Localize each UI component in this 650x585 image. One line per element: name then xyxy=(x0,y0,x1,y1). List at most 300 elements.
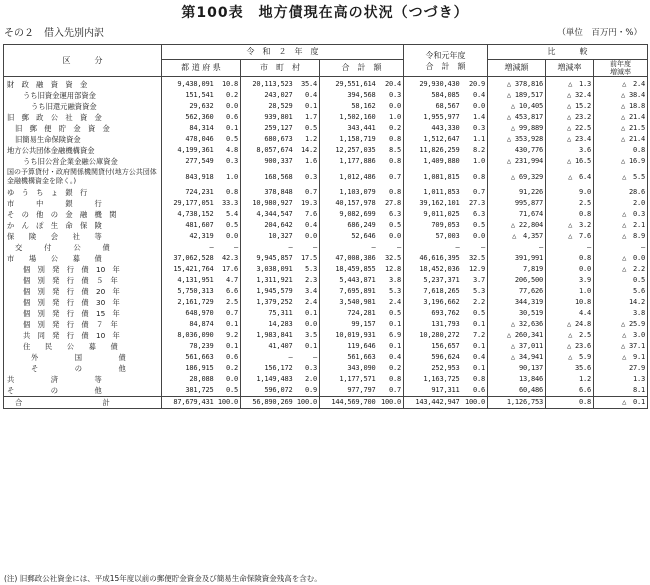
cell-total: 561,663 xyxy=(320,352,378,363)
row-label: 保 険 会 社 等 xyxy=(4,231,162,242)
cell-change-rate: △ 24.8 xyxy=(546,319,594,330)
cell-reiwa1: 1,512,647 xyxy=(404,134,462,145)
cell-reiwa1: 39,162,101 xyxy=(404,198,462,209)
cell-total: – xyxy=(320,242,378,253)
table-row xyxy=(4,385,648,397)
table-row xyxy=(4,187,648,198)
cell-prefecture: – xyxy=(162,242,216,253)
cell-municipality-pct: 0.1 xyxy=(304,102,317,110)
cell-change-rate: 4.4 xyxy=(546,308,594,319)
cell-change-amount: 30,519 xyxy=(488,308,546,319)
table-row xyxy=(4,363,648,374)
cell-total-pct: 2.4 xyxy=(388,298,402,306)
table-row xyxy=(4,341,648,352)
cell-municipality-pct: 0.4 xyxy=(304,91,317,99)
row-label: 市 中 銀 行 xyxy=(4,198,162,209)
page-title: 第100表 地方債現在高の状況（つづき） xyxy=(181,5,469,21)
cell-municipality-pct: – xyxy=(312,353,317,361)
cell-reiwa1-pct: 0.4 xyxy=(472,353,486,361)
cell-change-amount: 13,846 xyxy=(488,374,546,385)
row-label: 合 計 xyxy=(4,397,162,409)
header-prev-rate-line2: 増減率 xyxy=(610,68,632,76)
cell-total: 47,008,386 xyxy=(320,253,378,264)
cell-change-amount: △ 34,941 xyxy=(488,352,546,363)
cell-reiwa1: 1,955,977 xyxy=(404,112,462,123)
cell-municipality: 10,980,927 xyxy=(241,198,295,209)
cell-prefecture: 37,062,528 xyxy=(162,253,216,264)
cell-reiwa1-pct: 1.4 xyxy=(472,113,486,121)
cell-reiwa1: 131,793 xyxy=(404,319,462,330)
cell-change-rate: △ 16.5 xyxy=(546,156,594,167)
table-body xyxy=(4,77,648,409)
cell-prefecture: 28,088 xyxy=(162,374,216,385)
cell-change-amount: 995,877 xyxy=(488,198,546,209)
cell-reiwa1: 693,762 xyxy=(404,308,462,319)
cell-change-rate: 3.9 xyxy=(546,275,594,286)
cell-municipality: 75,311 xyxy=(241,308,295,319)
cell-change-rate: 10.8 xyxy=(546,297,594,308)
header-reiwa1-line2: 合 計 額 xyxy=(425,61,466,71)
cell-total: 12,257,035 xyxy=(320,145,378,156)
cell-change-amount: △ 4,357 xyxy=(488,231,546,242)
cell-prefecture-pct: 0.3 xyxy=(225,157,238,165)
cell-municipality: 41,407 xyxy=(241,341,295,352)
cell-total: 977,797 xyxy=(320,385,378,397)
cell-change-rate: △ 5.9 xyxy=(546,352,594,363)
cell-prefecture: 29,632 xyxy=(162,101,216,112)
cell-total: 1,012,486 xyxy=(320,167,378,187)
table-row xyxy=(4,374,648,385)
table-row xyxy=(4,319,648,330)
cell-prefecture-pct: 0.5 xyxy=(225,221,238,229)
table-row xyxy=(4,145,648,156)
header-prev-rate xyxy=(594,60,648,77)
cell-prefecture-pct: 0.0 xyxy=(225,375,238,383)
table-row xyxy=(4,101,648,112)
cell-municipality: 259,127 xyxy=(241,123,295,134)
cell-total-pct: 6.3 xyxy=(388,210,402,218)
cell-reiwa1: 252,953 xyxy=(404,363,462,374)
cell-prefecture-pct: 0.6 xyxy=(225,353,238,361)
cell-prefecture: 562,360 xyxy=(162,112,216,123)
cell-prefecture: 5,750,313 xyxy=(162,286,216,297)
cell-total: 1,502,160 xyxy=(320,112,378,123)
cell-prefecture-pct: 33.3 xyxy=(221,199,238,207)
cell-total: 394,568 xyxy=(320,90,378,101)
cell-prefecture: 151,541 xyxy=(162,90,216,101)
cell-municipality-pct: 0.0 xyxy=(304,232,317,240)
cell-change-amount: 391,991 xyxy=(488,253,546,264)
cell-prefecture-pct: 0.7 xyxy=(225,309,238,317)
cell-prev-rate: 28.6 xyxy=(594,187,648,198)
cell-prefecture: 15,421,764 xyxy=(162,264,216,275)
cell-total: 7,695,891 xyxy=(320,286,378,297)
cell-total-pct: 0.8 xyxy=(388,188,402,196)
row-label: うち旧還元融資資金 xyxy=(4,101,162,112)
cell-total: 9,082,699 xyxy=(320,209,378,220)
cell-prefecture-pct: 5.4 xyxy=(225,210,238,218)
cell-reiwa1-pct: 0.0 xyxy=(472,232,486,240)
cell-prefecture: 561,663 xyxy=(162,352,216,363)
cell-change-rate: △ 23.2 xyxy=(546,112,594,123)
cell-prefecture: 8,036,090 xyxy=(162,330,216,341)
cell-municipality-pct: 5.3 xyxy=(304,265,317,273)
cell-total: 724,281 xyxy=(320,308,378,319)
cell-reiwa1-pct: 7.2 xyxy=(472,331,486,339)
cell-total: 686,249 xyxy=(320,220,378,231)
cell-prefecture-pct: 2.5 xyxy=(225,298,238,306)
cell-prefecture: 87,679,431 xyxy=(162,397,216,409)
cell-total-pct: 27.8 xyxy=(384,199,402,207)
cell-prev-rate: △ 18.8 xyxy=(594,101,648,112)
cell-total-pct: 0.0 xyxy=(388,232,402,240)
cell-total-pct: 5.3 xyxy=(388,287,402,295)
cell-municipality-pct: 2.3 xyxy=(304,276,317,284)
table-subtitle: その２ 借入先別内訳 xyxy=(4,28,104,39)
cell-change-rate: 6.6 xyxy=(546,385,594,397)
table-row xyxy=(4,264,648,275)
cell-municipality: – xyxy=(241,352,295,363)
table-row xyxy=(4,134,648,145)
cell-prefecture-pct: 4.8 xyxy=(225,146,238,154)
cell-municipality-pct: 1.6 xyxy=(304,157,317,165)
cell-total: 1,103,079 xyxy=(320,187,378,198)
cell-municipality-pct: 1.2 xyxy=(304,135,317,143)
cell-reiwa1-pct: 8.2 xyxy=(472,146,486,154)
cell-total-pct: 32.5 xyxy=(384,254,402,262)
cell-prefecture-pct: 0.0 xyxy=(225,232,238,240)
cell-prefecture-pct: 4.7 xyxy=(225,276,238,284)
cell-prefecture: 648,970 xyxy=(162,308,216,319)
cell-change-rate: 0.8 xyxy=(546,253,594,264)
cell-change-rate: △ 23.4 xyxy=(546,134,594,145)
cell-municipality: 1,945,579 xyxy=(241,286,295,297)
cell-prev-rate: 0.8 xyxy=(594,145,648,156)
cell-prefecture-pct: 0.1 xyxy=(225,342,238,350)
cell-municipality: 28,529 xyxy=(241,101,295,112)
cell-prev-rate: △ 8.9 xyxy=(594,231,648,242)
cell-reiwa1: 11,826,259 xyxy=(404,145,462,156)
cell-total-pct: 0.4 xyxy=(388,353,402,361)
cell-prefecture-pct: 0.2 xyxy=(225,91,238,99)
cell-total-pct: 0.0 xyxy=(388,102,402,110)
cell-reiwa1-pct: 6.3 xyxy=(472,210,486,218)
cell-change-amount: △ 32,636 xyxy=(488,319,546,330)
cell-reiwa1: 596,624 xyxy=(404,352,462,363)
cell-municipality-pct: 0.9 xyxy=(304,386,317,394)
cell-total-pct: 0.8 xyxy=(388,157,402,165)
cell-change-rate: 0.8 xyxy=(546,209,594,220)
row-label: 個 別 発 行 債 ５ 年 xyxy=(4,275,162,286)
cell-prefecture-pct: 0.8 xyxy=(225,188,238,196)
table-row xyxy=(4,209,648,220)
cell-total: 52,646 xyxy=(320,231,378,242)
header-reiwa1-line1: 令和元年度 xyxy=(425,50,466,60)
cell-prefecture: 4,738,152 xyxy=(162,209,216,220)
header-reiwa1 xyxy=(404,45,488,77)
cell-total: 1,177,886 xyxy=(320,156,378,167)
cell-total: 1,177,571 xyxy=(320,374,378,385)
cell-prefecture-pct: 100.0 xyxy=(216,397,241,409)
header-comparison: 比 較 xyxy=(488,45,648,60)
header-reiwa2: 令 和 ２ 年 度 xyxy=(162,45,404,60)
table-row xyxy=(4,253,648,264)
cell-reiwa1: 9,011,025 xyxy=(404,209,462,220)
table-row xyxy=(4,77,648,91)
cell-municipality: 156,172 xyxy=(241,363,295,374)
cell-total-pct: 0.8 xyxy=(388,135,402,143)
cell-municipality-pct: 0.1 xyxy=(304,342,317,350)
table-row xyxy=(4,123,648,134)
cell-prev-rate: △ 21.5 xyxy=(594,123,648,134)
cell-prev-rate: △ 9.1 xyxy=(594,352,648,363)
cell-reiwa1-pct: 0.5 xyxy=(472,221,486,229)
cell-change-rate: 0.8 xyxy=(546,397,594,409)
cell-prev-rate: △ 16.9 xyxy=(594,156,648,167)
cell-municipality-pct: 0.3 xyxy=(304,173,317,181)
cell-change-amount: △ 453,817 xyxy=(488,112,546,123)
cell-prefecture-pct: 0.5 xyxy=(225,135,238,143)
cell-change-amount: 206,500 xyxy=(488,275,546,286)
header-total: 合 計 額 xyxy=(320,60,404,77)
cell-change-rate: 1.2 xyxy=(546,374,594,385)
cell-municipality: 4,344,547 xyxy=(241,209,295,220)
cell-reiwa1-pct: 2.2 xyxy=(472,298,486,306)
cell-reiwa1-pct: 1.1 xyxy=(472,135,486,143)
cell-change-amount: △ 260,341 xyxy=(488,330,546,341)
cell-reiwa1: 7,618,265 xyxy=(404,286,462,297)
cell-reiwa1: 1,409,880 xyxy=(404,156,462,167)
cell-total: 29,551,614 xyxy=(320,77,378,91)
cell-prev-rate: 5.6 xyxy=(594,286,648,297)
cell-reiwa1-pct: – xyxy=(481,243,486,251)
cell-prefecture-pct: 0.1 xyxy=(225,320,238,328)
table-row xyxy=(4,275,648,286)
table-total-row xyxy=(4,397,648,409)
cell-total-pct: 0.7 xyxy=(388,173,402,181)
cell-change-amount: 430,776 xyxy=(488,145,546,156)
table-row xyxy=(4,286,648,297)
row-label: うち旧公営企業金融公庫資金 xyxy=(4,156,162,167)
cell-change-amount: △ 10,405 xyxy=(488,101,546,112)
cell-reiwa1-pct: 100.0 xyxy=(462,397,488,409)
row-label: そ の 他 xyxy=(4,363,162,374)
cell-total: 343,090 xyxy=(320,363,378,374)
row-label: 旧簡易生命保険資金 xyxy=(4,134,162,145)
cell-reiwa1: 5,237,371 xyxy=(404,275,462,286)
cell-municipality: 1,379,252 xyxy=(241,297,295,308)
cell-total-pct: 0.2 xyxy=(388,364,402,372)
cell-reiwa1: 156,657 xyxy=(404,341,462,352)
cell-total-pct: 8.5 xyxy=(388,146,402,154)
cell-prev-rate: △ 21.4 xyxy=(594,112,648,123)
cell-reiwa1-pct: 0.5 xyxy=(472,309,486,317)
table-row xyxy=(4,156,648,167)
cell-prefecture: 42,319 xyxy=(162,231,216,242)
cell-total-pct: 0.5 xyxy=(388,221,402,229)
debt-balance-table xyxy=(3,44,648,409)
cell-change-amount: 77,626 xyxy=(488,286,546,297)
header-category: 区 分 xyxy=(4,45,162,77)
cell-total-pct: 20.4 xyxy=(384,80,402,88)
table-row xyxy=(4,167,648,187)
cell-prev-rate: △ 25.9 xyxy=(594,319,648,330)
cell-total-pct: 0.3 xyxy=(388,91,402,99)
header-prefecture: 都 道 府 県 xyxy=(162,60,241,77)
cell-reiwa1-pct: 1.0 xyxy=(472,157,486,165)
cell-total-pct: 0.5 xyxy=(388,309,402,317)
table-row xyxy=(4,330,648,341)
cell-reiwa1: 1,163,725 xyxy=(404,374,462,385)
cell-reiwa1: 57,003 xyxy=(404,231,462,242)
cell-prev-rate: △ 2.2 xyxy=(594,264,648,275)
cell-municipality: 204,642 xyxy=(241,220,295,231)
header-change-rate: 増減率 xyxy=(546,60,594,77)
header-prev-rate-line1: 前年度 xyxy=(610,60,632,68)
row-label: 国の予算貸付・政府関係機関貸付(地方公共団体金融機構資金を除く。) xyxy=(4,167,162,187)
cell-change-rate: △ 7.6 xyxy=(546,231,594,242)
cell-prefecture: 478,046 xyxy=(162,134,216,145)
cell-municipality: – xyxy=(241,242,295,253)
row-label: 住 民 公 募 債 xyxy=(4,341,162,352)
cell-reiwa1-pct: 20.9 xyxy=(468,80,486,88)
cell-change-rate: 9.0 xyxy=(546,187,594,198)
cell-prefecture: 9,438,091 xyxy=(162,77,216,91)
cell-total-pct: 0.7 xyxy=(388,386,402,394)
cell-prev-rate: △ 37.1 xyxy=(594,341,648,352)
cell-total-pct: 0.1 xyxy=(388,320,402,328)
cell-municipality-pct: – xyxy=(312,243,317,251)
table-row xyxy=(4,112,648,123)
table-row xyxy=(4,308,648,319)
cell-prev-rate: △ 2.1 xyxy=(594,220,648,231)
row-label: 個 別 発 行 債 20 年 xyxy=(4,286,162,297)
cell-reiwa1-pct: 0.1 xyxy=(472,320,486,328)
cell-municipality: 56,890,269 xyxy=(241,397,295,409)
cell-municipality: 1,983,841 xyxy=(241,330,295,341)
cell-reiwa1-pct: 0.1 xyxy=(472,364,486,372)
cell-municipality: 680,673 xyxy=(241,134,295,145)
row-label: 共 済 等 xyxy=(4,374,162,385)
cell-total-pct: 0.2 xyxy=(388,124,402,132)
cell-total: 3,540,981 xyxy=(320,297,378,308)
cell-change-rate: 1.0 xyxy=(546,286,594,297)
row-label: 個 別 発 行 債 30 年 xyxy=(4,297,162,308)
cell-municipality: 243,027 xyxy=(241,90,295,101)
cell-total: 10,019,931 xyxy=(320,330,378,341)
cell-reiwa1: 3,196,662 xyxy=(404,297,462,308)
cell-municipality: 596,072 xyxy=(241,385,295,397)
cell-reiwa1-pct: 0.7 xyxy=(472,188,486,196)
cell-municipality-pct: 35.4 xyxy=(300,80,317,88)
row-label: 個 別 発 行 債 15 年 xyxy=(4,308,162,319)
cell-prefecture-pct: 0.2 xyxy=(225,364,238,372)
cell-total-pct: 0.1 xyxy=(388,342,402,350)
cell-reiwa1-pct: 0.8 xyxy=(472,173,486,181)
table-row xyxy=(4,198,648,209)
cell-change-amount: 344,319 xyxy=(488,297,546,308)
cell-change-rate: △ 23.6 xyxy=(546,341,594,352)
cell-change-amount: △ 378,816 xyxy=(488,77,546,91)
cell-change-amount: △ 231,994 xyxy=(488,156,546,167)
cell-reiwa1: 443,330 xyxy=(404,123,462,134)
cell-municipality-pct: 0.0 xyxy=(304,320,317,328)
cell-prefecture: 724,231 xyxy=(162,187,216,198)
cell-reiwa1: – xyxy=(404,242,462,253)
cell-change-rate: △ 3.2 xyxy=(546,220,594,231)
cell-reiwa1-pct: 32.5 xyxy=(468,254,486,262)
cell-prefecture-pct: 0.1 xyxy=(225,124,238,132)
cell-change-amount: – xyxy=(488,242,546,253)
cell-change-amount: △ 22,804 xyxy=(488,220,546,231)
cell-prev-rate: 1.3 xyxy=(594,374,648,385)
cell-prefecture: 4,199,361 xyxy=(162,145,216,156)
cell-prefecture-pct: 0.6 xyxy=(225,113,238,121)
cell-total: 1,158,719 xyxy=(320,134,378,145)
row-label: 個 別 発 行 債 10 年 xyxy=(4,264,162,275)
cell-reiwa1: 917,311 xyxy=(404,385,462,397)
row-label: 地方公共団体金融機構資金 xyxy=(4,145,162,156)
cell-total: 144,569,700 xyxy=(320,397,378,409)
cell-municipality-pct: 17.5 xyxy=(300,254,317,262)
cell-municipality: 900,337 xyxy=(241,156,295,167)
cell-change-rate: 35.6 xyxy=(546,363,594,374)
cell-reiwa1: 29,930,430 xyxy=(404,77,462,91)
cell-municipality-pct: 0.3 xyxy=(304,364,317,372)
cell-prev-rate: △ 38.4 xyxy=(594,90,648,101)
cell-total: 40,157,978 xyxy=(320,198,378,209)
cell-municipality-pct: 3.4 xyxy=(304,287,317,295)
cell-total-pct: 12.8 xyxy=(384,265,402,273)
unit-label: （単位 百万円・%） xyxy=(557,28,642,38)
cell-reiwa1: 143,442,947 xyxy=(404,397,462,409)
cell-total: 119,646 xyxy=(320,341,378,352)
cell-change-amount: 91,226 xyxy=(488,187,546,198)
cell-municipality-pct: 1.7 xyxy=(304,113,317,121)
cell-change-rate: △ 2.5 xyxy=(546,330,594,341)
cell-change-rate: – xyxy=(546,242,594,253)
cell-municipality-pct: 7.6 xyxy=(304,210,317,218)
cell-prev-rate: 27.9 xyxy=(594,363,648,374)
cell-change-amount: 1,126,753 xyxy=(488,397,546,409)
cell-prefecture: 78,239 xyxy=(162,341,216,352)
cell-change-amount: △ 37,011 xyxy=(488,341,546,352)
cell-reiwa1-pct: 0.8 xyxy=(472,375,486,383)
cell-municipality: 1,149,483 xyxy=(241,374,295,385)
cell-change-rate: △ 15.2 xyxy=(546,101,594,112)
row-label: うち旧資金運用部資金 xyxy=(4,90,162,101)
cell-municipality-pct: 0.1 xyxy=(304,309,317,317)
cell-change-amount: △ 69,329 xyxy=(488,167,546,187)
cell-reiwa1-pct: 0.6 xyxy=(472,386,486,394)
cell-change-rate: △ 6.4 xyxy=(546,167,594,187)
cell-reiwa1: 18,452,036 xyxy=(404,264,462,275)
cell-prefecture-pct: 0.0 xyxy=(225,102,238,110)
cell-total: 58,162 xyxy=(320,101,378,112)
cell-prefecture: 381,725 xyxy=(162,385,216,397)
cell-reiwa1: 1,011,853 xyxy=(404,187,462,198)
cell-reiwa1: 1,081,815 xyxy=(404,167,462,187)
cell-reiwa1-pct: 12.9 xyxy=(468,265,486,273)
cell-reiwa1-pct: 5.3 xyxy=(472,287,486,295)
cell-total-pct: 6.9 xyxy=(388,331,402,339)
cell-prev-rate: 14.2 xyxy=(594,297,648,308)
row-label: 共 同 発 行 債 10 年 xyxy=(4,330,162,341)
cell-prefecture: 84,874 xyxy=(162,319,216,330)
cell-prefecture-pct: – xyxy=(233,243,238,251)
cell-prefecture-pct: 1.0 xyxy=(225,173,238,181)
cell-municipality: 9,945,857 xyxy=(241,253,295,264)
